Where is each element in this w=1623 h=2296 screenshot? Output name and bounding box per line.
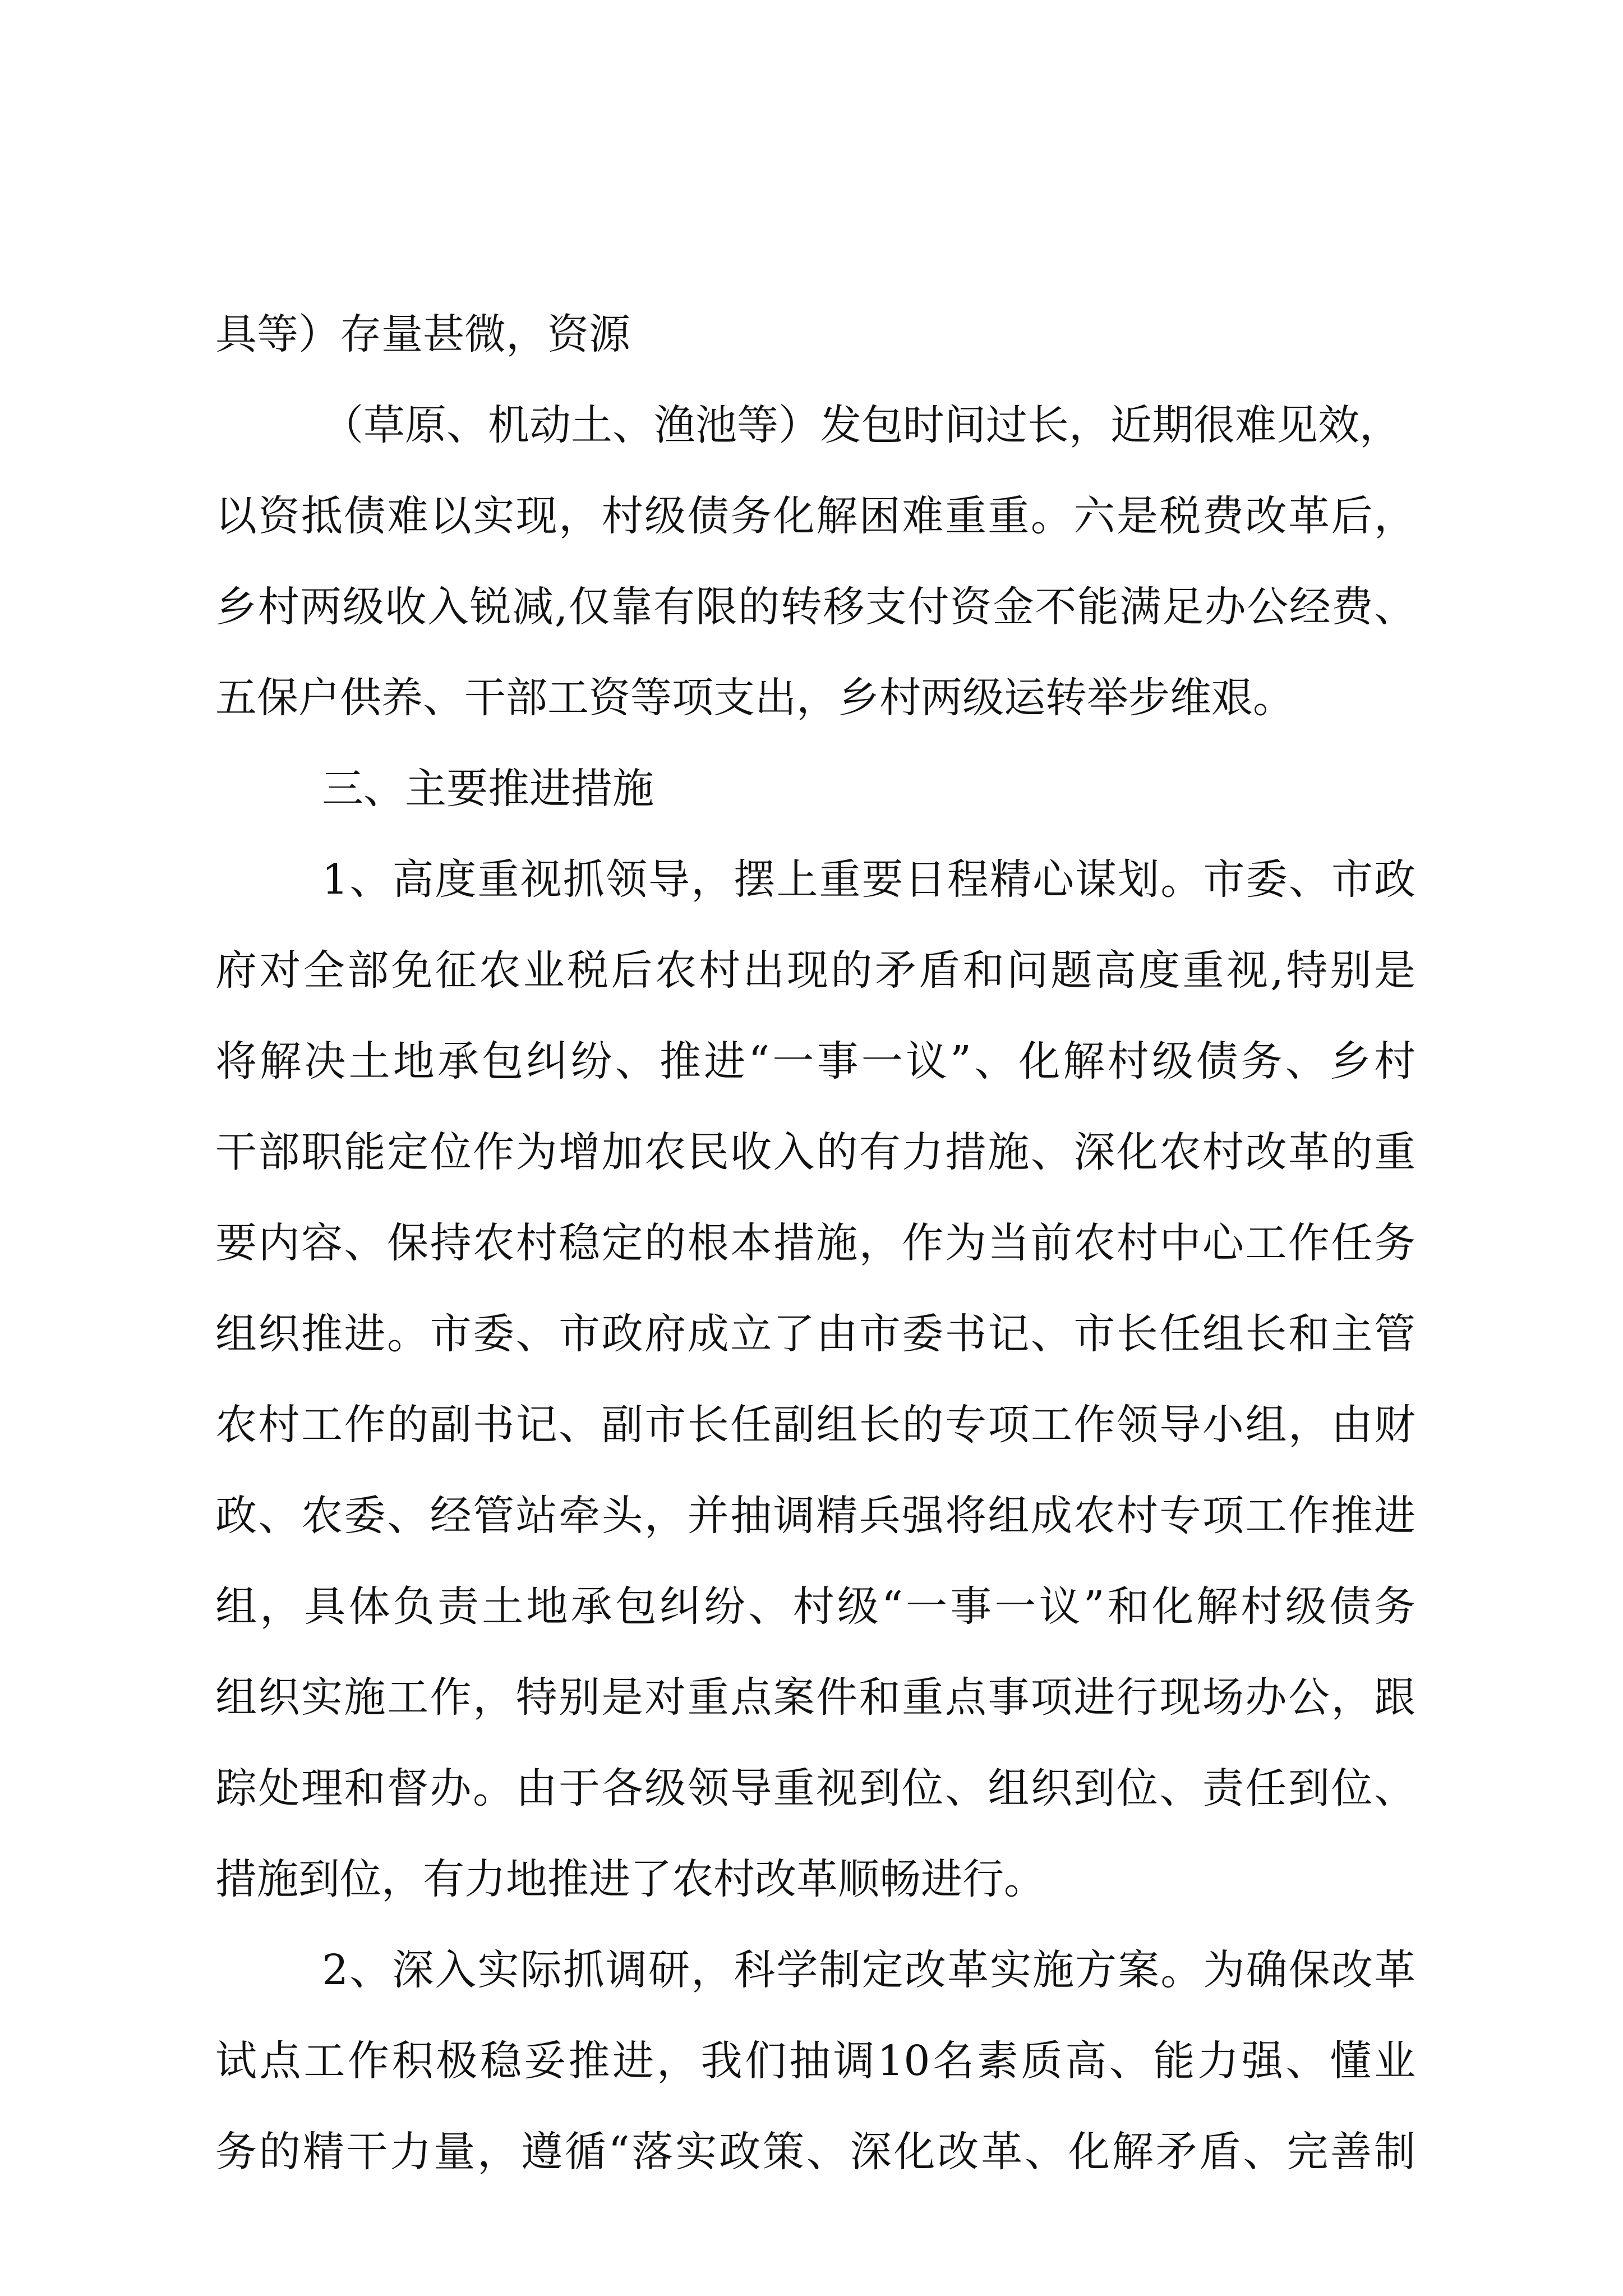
text-line-9: 将解决土地承包纠纷、推进“一事一议”、化解村级债务、乡村 <box>215 1037 1415 1085</box>
text-line-8: 府对全部免征农业税后农村出现的矛盾和问题高度重视,特别是 <box>215 946 1415 995</box>
text-line-4: 乡村两级收入锐减,仅靠有限的转移支付资金不能满足办公经费、 <box>215 583 1415 631</box>
text-line-14: 政、农委、经管站牵头，并抽调精兵强将组成农村专项工作推进 <box>215 1492 1415 1540</box>
text-line-1: 具等）存量甚微，资源 <box>215 310 630 358</box>
text-line-10: 干部职能定位作为增加农民收入的有力措施、深化农村改革的重 <box>215 1128 1415 1176</box>
text-line-17: 踪处理和督办。由于各级领导重视到位、组织到位、责任到位、 <box>215 1764 1415 1812</box>
text-line-20: 试点工作积极稳妥推进，我们抽调10名素质高、能力强、懂业 <box>215 2037 1415 2085</box>
text-line-18: 措施到位，有力地推进了农村改革顺畅进行。 <box>215 1855 1045 1903</box>
text-line-13: 农村工作的副书记、副市长任副组长的专项工作领导小组，由财 <box>215 1401 1415 1449</box>
text-line-2: （草原、机动土、渔池等）发包时间过长，近期很难见效， <box>322 401 1401 449</box>
text-line-21: 务的精干力量，遵循“落实政策、深化改革、化解矛盾、完善制 <box>215 2128 1415 2176</box>
text-line-15: 组，具体负责土地承包纠纷、村级“一事一议”和化解村级债务 <box>215 1582 1415 1631</box>
text-line-12: 组织推进。市委、市政府成立了由市委书记、市长任组长和主管 <box>215 1310 1415 1358</box>
text-line-5: 五保户供养、干部工资等项支出，乡村两级运转举步维艰。 <box>215 674 1294 722</box>
section-heading: 三、主要推进措施 <box>322 765 654 813</box>
text-line-16: 组织实施工作，特别是对重点案件和重点事项进行现场办公，跟 <box>215 1673 1415 1722</box>
text-line-7: 1、高度重视抓领导，摆上重要日程精心谋划。市委、市政 <box>322 855 1415 904</box>
text-line-3: 以资抵债难以实现，村级债务化解困难重重。六是税费改革后， <box>215 492 1415 540</box>
text-line-11: 要内容、保持农村稳定的根本措施，作为当前农村中心工作任务 <box>215 1219 1415 1267</box>
text-line-19: 2、深入实际抓调研，科学制定改革实施方案。为确保改革 <box>322 1946 1415 1994</box>
